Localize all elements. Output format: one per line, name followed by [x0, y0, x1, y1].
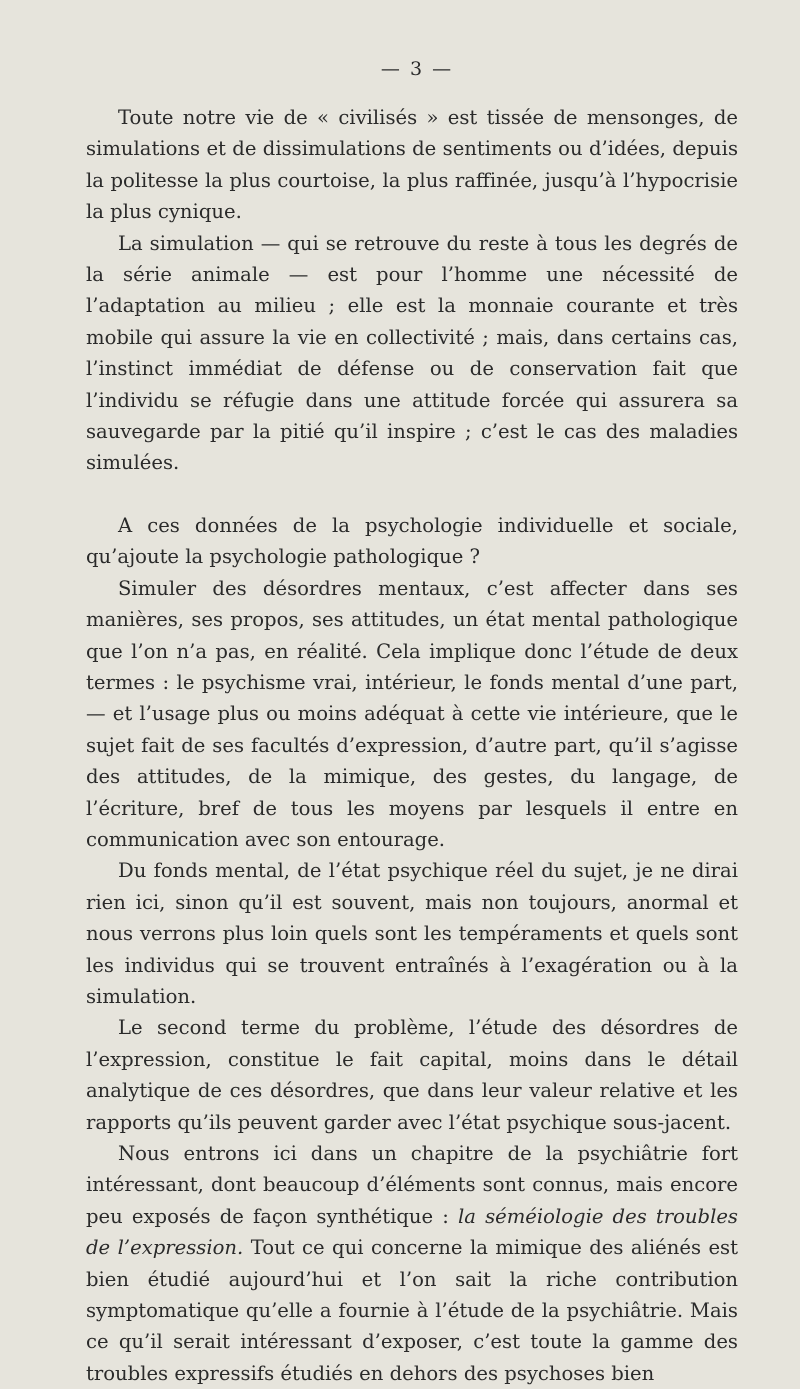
page-number: — 3 — [380, 58, 454, 80]
paragraph-simuler: Simuler des désordres mentaux, c’est affecter dans ses manières, ses propos, ses attitudes, un état mental pathologique que l’on n’a pas, en réalité. Cela implique donc l’étude de deux termes : le psychisme vrai, intérieur, le fonds mental d’une part, — et l’usage plus ou moins adéquat à cette vie intérieure, que le sujet fait de ses facultés d’expression, d’autre part, qu’il s’agisse des attitudes, de la mimique, des gestes, du langage, de l’écriture, bref de tous les moyens par lesquels il entre en communication avec son entourage. [86, 576, 738, 851]
paragraph-chapitre-end: Tout ce qui concerne la mimique des aliénés est bien étudié aujourd’hui et l’on sait la riche contribution symptomatique qu’elle a fournie à l’étude de la psychiâtrie. Mais ce qu’il serait intéressant d’exposer, c’est toute la gamme des troubles expressifs étudiés en dehors des psychoses bien [86, 1236, 738, 1385]
paragraph-chapitre-emphasis: la séméiologie des troubles de l’expression. [86, 1204, 738, 1260]
paragraph-simulation: La simulation — qui se retrouve du reste à tous les degrés de la série animale — est pour l’homme une nécessité de l’adaptation au milieu ; elle est la monnaie courante et très mobile qui assure la vie en collectivité ; mais, dans certains cas, l’instinct immédiat de défense ou de conservation fait que l’individu se réfugie dans une attitude forcée qui assurera sa sauvegarde par la pitié qu’il inspire ; c’est le cas des maladies simulées. [86, 231, 738, 475]
paragraph-fonds-mental: Du fonds mental, de l’état psychique réel du sujet, je ne dirai rien ici, sinon qu’il est souvent, mais non toujours, anormal et nous verrons plus loin quels sont les tempéraments et quels sont les individus qui se trouvent entraînés à l’exagération ou à la simulation. [86, 859, 738, 1008]
paragraph-second-terme: Le second terme du problème, l’étude des désordres de l’expression, constitue le fait capital, moins dans le détail analytique de ces désordres, que dans leur valeur relative et les rapports qu’ils peuvent garder avec l’état psychique sous-jacent. [86, 1016, 738, 1134]
paragraph-civilises: Toute notre vie de « civilisés » est tissée de mensonges, de simulations et de dissimulations de sentiments ou d’idées, depuis la politesse la plus courtoise, la plus raffinée, jusqu’à l’hypocrisie la plus cynique. [86, 106, 738, 224]
paragraph-chapitre-start: Nous entrons ici dans un chapitre de la psychiâtrie fort intéressant, dont beaucoup d’éléments sont connus, mais encore peu exposés de façon synthétique : [86, 1142, 738, 1228]
paragraph-question: A ces données de la psychologie individuelle et sociale, qu’ajoute la psychologie pathologique ? [86, 513, 738, 569]
paragraph-chapitre [86, 1138, 738, 1389]
